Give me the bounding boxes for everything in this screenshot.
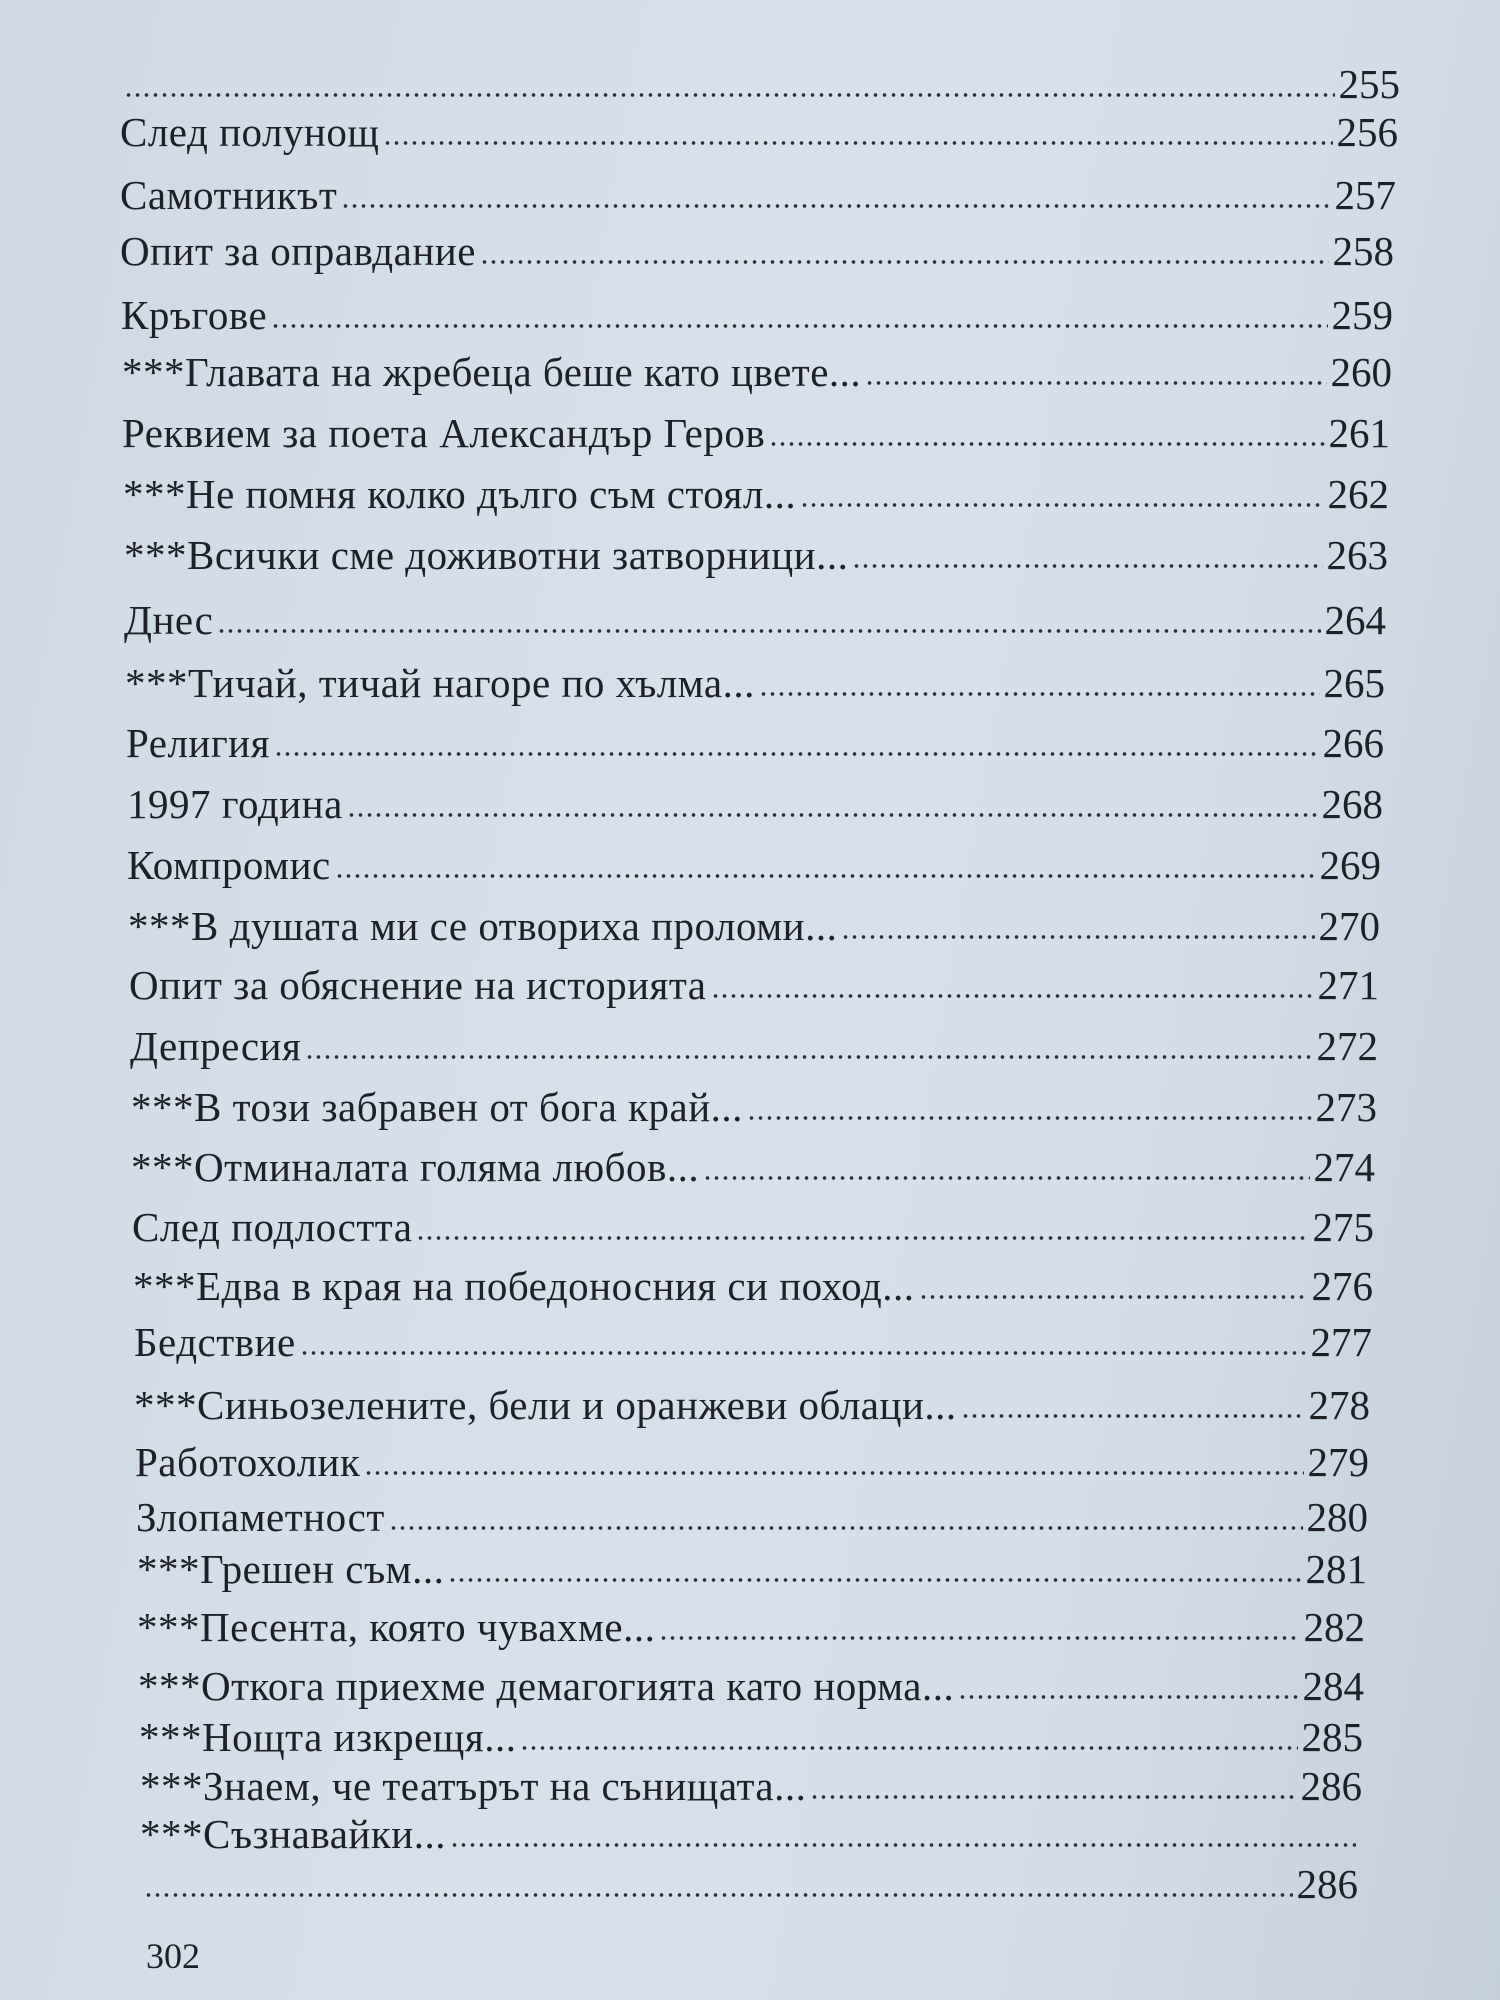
toc-entry-continued [140,1860,1358,1908]
dot-leader [416,1235,1308,1241]
dot-leader [919,1294,1308,1300]
toc-entry [124,596,1386,644]
toc-entry-page: 282 [1303,1604,1365,1650]
toc-entry-title: Опит за оправдание [120,228,476,274]
dot-leader [305,1054,1312,1060]
toc-entry-page: 272 [1316,1023,1378,1069]
dot-leader [389,1525,1303,1531]
toc-entry-title: Реквием за поета Александър Геров [122,410,766,456]
toc-entry-title: Днес [124,597,214,643]
dot-leader [747,1115,1312,1121]
toc-entry-page: 278 [1308,1382,1370,1428]
toc-entry [121,291,1393,339]
toc-entry-title: ***В душата ми се отвориха проломи... [128,903,838,949]
toc-entry [129,961,1379,1009]
toc-entry [123,470,1389,518]
dot-leader [703,1175,1309,1181]
dot-leader [769,441,1324,447]
toc-entry-page: 270 [1318,903,1380,949]
toc-entry-page: 275 [1312,1204,1374,1250]
dot-leader [711,993,1314,999]
toc-entry [139,1713,1363,1761]
dot-leader [520,1745,1297,1751]
dot-leader [841,934,1314,940]
toc-entry-page: 285 [1301,1714,1363,1760]
toc-entry-title: ***Знаем, че театърът на сънищата... [140,1763,807,1809]
toc-entry-page: 279 [1307,1439,1369,1485]
dot-leader [448,1577,1301,1583]
toc-entry-title: Самотникът [120,172,338,218]
toc-entry-page: 274 [1313,1144,1375,1190]
toc-entry [131,1083,1377,1131]
toc-entry [131,1143,1375,1191]
toc-entry-title: ***Едва в края на победоносния си поход... [133,1263,915,1309]
toc-entry-page: 255 [1338,61,1400,107]
dot-leader [450,1842,1356,1848]
toc-entry [133,1262,1373,1310]
dot-leader [274,751,1319,757]
toc-entry-title: 1997 година [127,781,343,827]
toc-entry-title: ***Не помня колко дълго съм стоял... [123,471,797,517]
toc-entry [120,227,1394,275]
toc-entry-page: 286 [1300,1763,1362,1809]
toc-entry [122,348,1392,396]
toc-entry [138,1662,1364,1710]
toc-entry [120,171,1396,219]
toc-entry-title: Злопаметност [136,1494,385,1540]
toc-entry [134,1318,1372,1366]
toc-entry-page: 265 [1323,660,1385,706]
dot-leader [865,380,1326,386]
dot-leader [124,92,1335,98]
dot-leader [217,628,1320,634]
toc-entry-title: Бедствие [134,1319,296,1365]
toc-entry-page: 264 [1324,597,1386,643]
dot-leader [341,203,1330,209]
toc-entry-title: ***Синьозелените, бели и оранжеви облаци... [134,1382,957,1428]
toc-entry-page: 273 [1315,1084,1377,1130]
toc-entry-title: ***Тичай, тичай нагоре по хълма... [125,660,755,706]
toc-entry [125,659,1385,707]
toc-entry-page: 256 [1336,109,1398,155]
toc-entry-title: ***В този забравен от бога край... [131,1084,743,1130]
toc-entry-title: След подлостта [132,1204,413,1250]
toc-entry-title: ***Отминалата голяма любов... [131,1144,700,1190]
toc-entry [135,1438,1369,1486]
toc-entry [122,409,1390,457]
dot-leader [852,563,1322,569]
dot-leader [958,1694,1298,1700]
toc-entry-title: ***Главата на жребеца беше като цвете... [122,349,862,395]
toc-entry [130,1022,1378,1070]
dot-leader [810,1794,1296,1800]
toc-entry-page: 259 [1331,292,1393,338]
toc-entry [120,108,1398,156]
dot-leader [335,873,1316,879]
toc-entry [140,1762,1362,1810]
dot-leader [364,1470,1303,1476]
toc-entry-title: ***Всички сме доживотни затворници... [124,532,849,578]
toc-entry-title: След полунощ [120,109,380,155]
toc-entry-page: 258 [1332,228,1394,274]
toc-entry-page: 261 [1328,410,1390,456]
toc-entry-page: 263 [1326,532,1388,578]
toc-entry-page: 269 [1319,842,1381,888]
toc-entry [127,780,1383,828]
toc-entry [137,1545,1367,1593]
dot-leader [300,1350,1307,1356]
dot-leader [480,259,1329,265]
toc-entry-page: 260 [1330,349,1392,395]
toc-entry-title: Кръгове [121,292,268,338]
toc-entry [132,1203,1374,1251]
toc-entry [134,1381,1370,1429]
toc-entry [127,841,1381,889]
toc-entry-title: Работохолик [135,1439,361,1485]
toc-entry-title: Религия [126,720,270,766]
dot-leader [659,1635,1299,1641]
toc-entry-page: 262 [1327,471,1389,517]
toc-entry-title: Опит за обяснение на историята [129,962,707,1008]
toc-entry-title: ***Съзнавайки... [140,1811,446,1857]
dot-leader [759,691,1320,697]
toc-entry-title: Депресия [130,1023,302,1069]
toc-entry [137,1603,1365,1651]
toc-entry-title: ***Песента, която чувахме... [137,1604,656,1650]
dot-leader [961,1413,1305,1419]
toc-entry-page: 280 [1306,1494,1368,1540]
toc-entry-page: 276 [1311,1263,1373,1309]
toc-entry-page: 268 [1321,781,1383,827]
toc-entry-title: Компромис [127,842,331,888]
toc-entry-page: 284 [1302,1663,1364,1709]
toc-entry-page: 286 [1296,1861,1358,1907]
dot-leader [800,502,1323,508]
dot-leader [144,1892,1293,1898]
toc-entry-page: 257 [1334,172,1396,218]
toc-entry [124,531,1388,579]
folio-page-number: 302 [146,1936,200,1976]
toc-entry-page: 281 [1305,1546,1367,1592]
dot-leader [347,812,1318,818]
toc-entry [120,60,1400,108]
toc-entry-title: ***Нощта изкрещя... [139,1714,517,1760]
toc-entry-page: 271 [1317,962,1379,1008]
toc-entry [136,1493,1368,1541]
dot-leader [271,323,1327,329]
toc-entry [126,719,1384,767]
toc-entry [128,902,1380,950]
toc-entry-title: ***Грешен съм... [137,1546,445,1592]
toc-entry-page: 277 [1310,1319,1372,1365]
toc-entry-title: ***Откога приехме демагогията като норма... [138,1663,955,1709]
toc-entry-page: 266 [1322,720,1384,766]
toc-entry [140,1810,1360,1858]
dot-leader [383,140,1332,146]
